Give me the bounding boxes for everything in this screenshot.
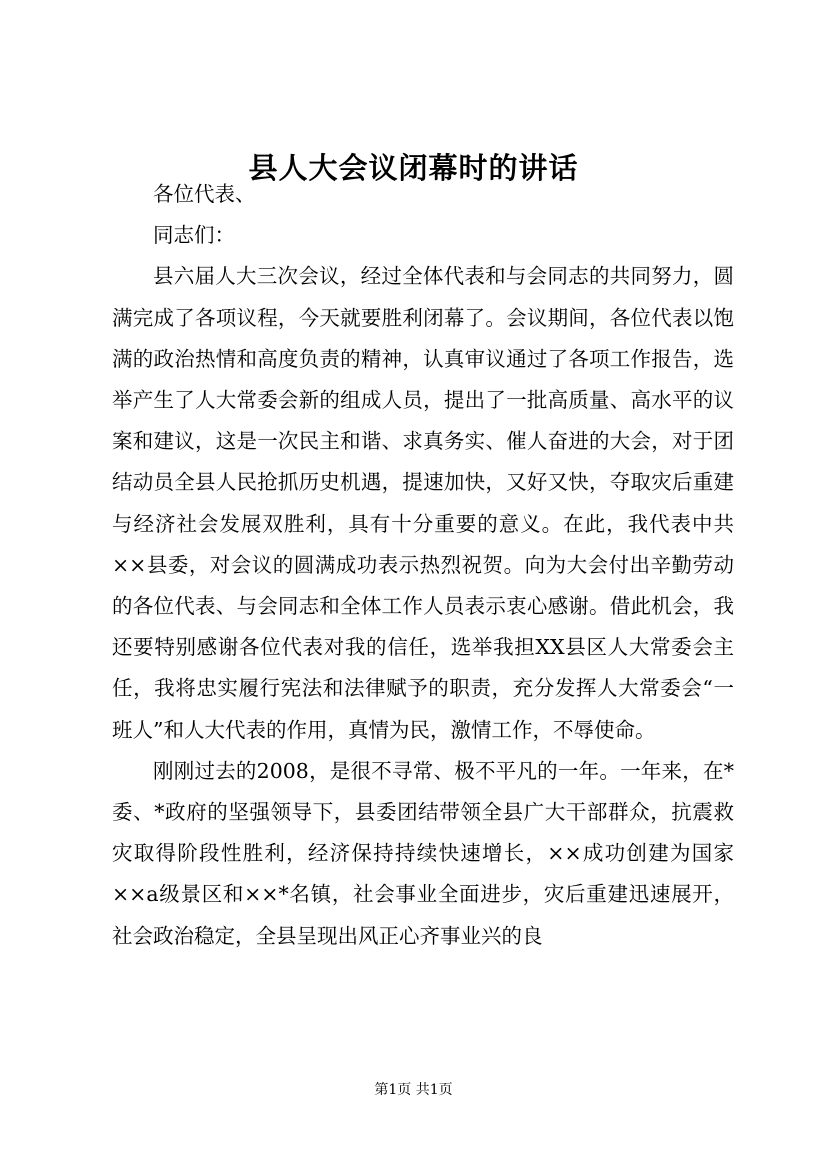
paragraph-review: 刚刚过去的2008，是很不寻常、极不平凡的一年。一年来，在*委、*政府的坚强领导下，县委团结带领全县广大干部群众，抗震救灾取得阶段性胜利，经济保持持续快速增长，××成功创建为国家××a级景区和××*名镇，社会事业全面进步，灾后重建迅速展开，社会政治稳定，全县呈现出风正心齐事业兴的良 <box>112 758 734 948</box>
salutation-delegates: 各位代表、 <box>153 182 256 206</box>
document-title: 县人大会议闭幕时的讲话 <box>248 151 579 185</box>
paragraph-opening: 县六届人大三次会议，经过全体代表和与会同志的共同努力，圆满完成了各项议程，今天就要胜利闭幕了。会议期间，各位代表以饱满的政治热情和高度负责的精神，认真审议通过了各项工作报告，选举产生了人大常委会新的组成人员，提出了一批高质量、高水平的议案和建议，这是一次民主和谐、求真务实、催人奋进的大会，对于团结动员全县人民抢抓历史机遇，提速加快，又好又快，夺取灾后重建与经济社会发展双胜利，具有十分重要的意义。在此，我代表中共××县委，对会议的圆满成功表示热烈祝贺。向为大会付出辛勤劳动的各位代表、与会同志和全体工作人员表示衷心感谢。借此机会，我还要特别感谢各位代表对我的信任，选举我担XX县区人大常委会主任，我将忠实履行宪法和法律赋予的职责，充分发挥人大常委会“一班人”和人大代表的作用，真情为民，激情工作，不辱使命。 <box>112 264 734 742</box>
page-footer: 第1页 共1页 <box>374 1082 453 1098</box>
document-body <box>112 166 734 957</box>
salutation-comrades: 同志们： <box>153 223 235 248</box>
